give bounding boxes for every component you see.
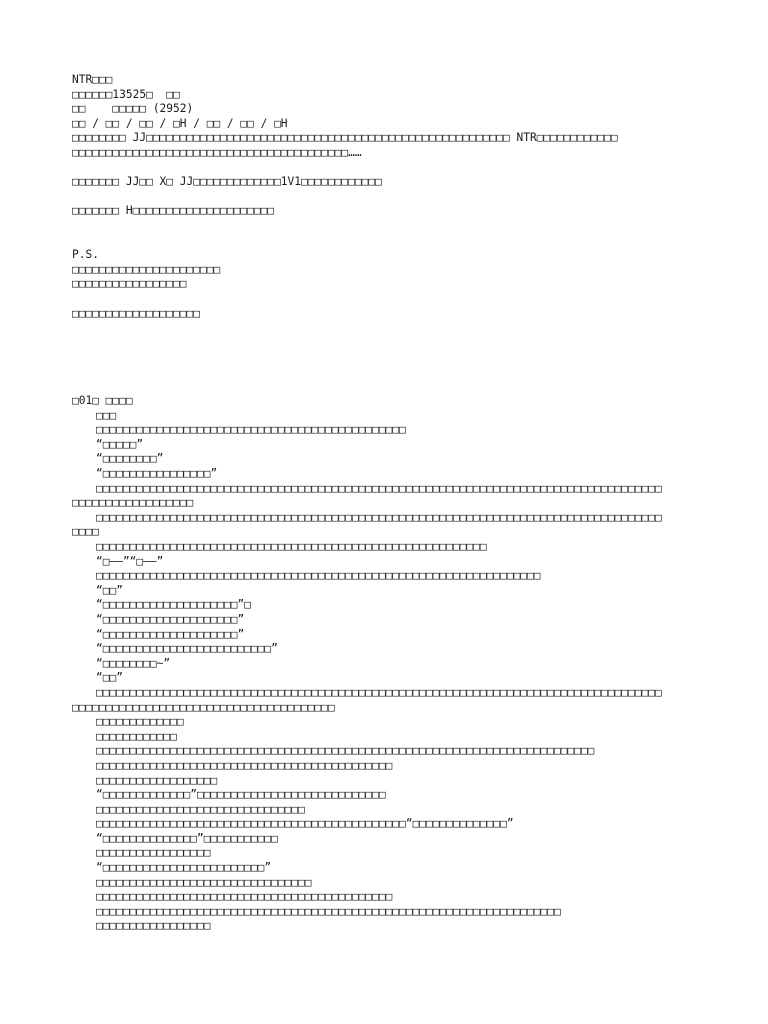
note-line: □□□□□□□ JJ□□ X□ JJ□□□□□□□□□□□□□1V1□□□□□□□□□□□□ [72, 175, 382, 189]
document-tags: □□ / □□ / □□ / □H / □□ / □□ / □H [72, 116, 288, 130]
chapter-line: “□□□□□□□□□□□□□□”□□□□□□□□□□□ [96, 831, 278, 845]
document-meta: □□ □□□□□ (2952) [72, 102, 194, 116]
chapter-line: □□□□□□□□□□□□□□□□□□□□□□□□□□□□□□□□□□□□□□□ [72, 700, 335, 714]
document-title: NTR□□□ [72, 73, 113, 86]
ps-label: P.S. [72, 248, 99, 262]
chapter-line: “□□□□□□□□” [96, 452, 164, 466]
spacer [72, 161, 702, 176]
chapter-line: “□□□□□□□□□□□□□□□□□□□□”□ [96, 598, 251, 612]
chapter-line: □□□□□□□□□□□□□□□□□□□□□□□□□□□□□□□□□□□□□□□□□□□□□□□□□□□□□□□□□□□□□□□□□□□□□□□□□□□□□□□□□□□□ [96, 510, 662, 524]
ps-line: □□□□□□□□□□□□□□□□□□□□□□ [72, 262, 221, 276]
chapter-line: □□□□□□□□□□□□□□□□□□□□□□□□□□□□□□□□□□□□□□□□□□□□□□□□□□□□□□□□□□□□□□□□□□□□□□□□□□□□□□□□□□□□ [96, 481, 662, 495]
spacer [72, 219, 702, 234]
chapter-line: “□□□□□□□□□□□□□□□□□□□□” [96, 627, 245, 641]
chapter-line: □□□ [96, 408, 117, 422]
chapter-line: □□□□□□□□□□□□□□□□□□□□□□□□□□□□□□□□□□□□□□□□□□□□□□□□□□□□□□□□□□□□□□□□□□ [96, 569, 541, 583]
chapter-line: □□□□□□□□□□□□□□□□□□□□□□□□□□□□□□□□□□□□□□□□□□□□ [96, 890, 393, 904]
spacer [72, 379, 702, 394]
chapter-line: “□□” [96, 671, 123, 685]
chapter-heading: □01□ □□□□ [72, 394, 133, 408]
chapter-line: □□□□□□□□□□□□□□□□□□ [96, 773, 218, 787]
summary-line: □□□□□□□□ JJ□□□□□□□□□□□□□□□□□□□□□□□□□□□□□□□□□□□□□□□□□□□□□□□□□□□□□□ NTR□□□□□□□□□□□□ [72, 131, 618, 145]
chapter-line: □□□□□□□□□□□□□□□□□□□□□□□□□□□□□□□□□□□□□□□□□□□□ [96, 758, 393, 772]
chapter-line: □□□□□□□□□□□□□□□□□□□□□□□□□□□□□□□□□□□□□□□□□□□□□□□□□□□□□□□□□□□□□□□□□□□□□ [96, 904, 561, 918]
chapter-line: □□□□□□□□□□□□□□□□□□ [72, 496, 194, 510]
chapter-line: “□□□□□□□□□□□□□□□□□□□□□□□□□” [96, 642, 278, 656]
spacer [72, 190, 702, 205]
chapter-line: “□□□□□□□□□□□□□□□□□□□□” [96, 612, 245, 626]
chapter-line: □□□□□□□□□□□□□□□□□□□□□□□□□□□□□□□□□□□□□□□□□□□□□□ [96, 423, 406, 437]
ps-line: □□□□□□□□□□□□□□□□□□□ [72, 306, 200, 320]
note-line: □□□□□□□ H□□□□□□□□□□□□□□□□□□□□□ [72, 204, 275, 218]
document-stats: □□□□□□13525□ □□ [72, 87, 180, 101]
chapter-line: “□□□□□□□□□□□□□□□□□□□□□□□□” [96, 861, 272, 875]
chapter-line: □□□□□□□□□□□□□□□□□ [96, 919, 211, 933]
chapter-line: “□□□□□□□□~” [96, 656, 171, 670]
chapter-line: “□□□□□□□□□□□□□”□□□□□□□□□□□□□□□□□□□□□□□□□□□□ [96, 788, 386, 802]
chapter-line: □□□□□□□□□□□□□□□□□□□□□□□□□□□□□□□ [96, 802, 305, 816]
spacer [72, 350, 702, 365]
chapter-line: “□——”“□——” [96, 554, 164, 568]
spacer [72, 292, 702, 307]
spacer [72, 365, 702, 380]
chapter-line: □□□□□□□□□□□□□□□□□□□□□□□□□□□□□□□□□□□□□□□□□□□□□□“□□□□□□□□□□□□□□” [96, 817, 514, 831]
document-body [72, 73, 702, 934]
spacer [72, 234, 702, 249]
chapter-line: “□□” [96, 583, 123, 597]
spacer [72, 336, 702, 351]
chapter-line: □□□□□□□□□□□□□□□□□□□□□□□□□□□□□□□□□□□□□□□□□□□□□□□□□□□□□□□□□□□□□□□□□□□□□□□□□□ [96, 744, 595, 758]
chapter-line: □□□□□□□□□□□□□□□□□□□□□□□□□□□□□□□□□□□□□□□□□□□□□□□□□□□□□□□□□□□□□□□□□□□□□□□□□□□□□□□□□□□□ [96, 685, 662, 699]
chapter-line: “□□□□□” [96, 437, 144, 451]
chapter-line: □□□□□□□□□□□□ [96, 729, 177, 743]
chapter-line: □□□□□□□□□□□□□ [96, 715, 184, 729]
chapter-line: □□□□ [72, 525, 99, 539]
chapter-line: □□□□□□□□□□□□□□□□□ [96, 846, 211, 860]
ps-line: □□□□□□□□□□□□□□□□□ [72, 277, 187, 291]
summary-line: □□□□□□□□□□□□□□□□□□□□□□□□□□□□□□□□□□□□□□□□□…… [72, 145, 362, 159]
chapter-line: □□□□□□□□□□□□□□□□□□□□□□□□□□□□□□□□ [96, 875, 312, 889]
chapter-line: □□□□□□□□□□□□□□□□□□□□□□□□□□□□□□□□□□□□□□□□□□□□□□□□□□□□□□□□□□ [96, 540, 487, 553]
chapter-line: “□□□□□□□□□□□□□□□□” [96, 467, 218, 481]
spacer [72, 321, 702, 336]
